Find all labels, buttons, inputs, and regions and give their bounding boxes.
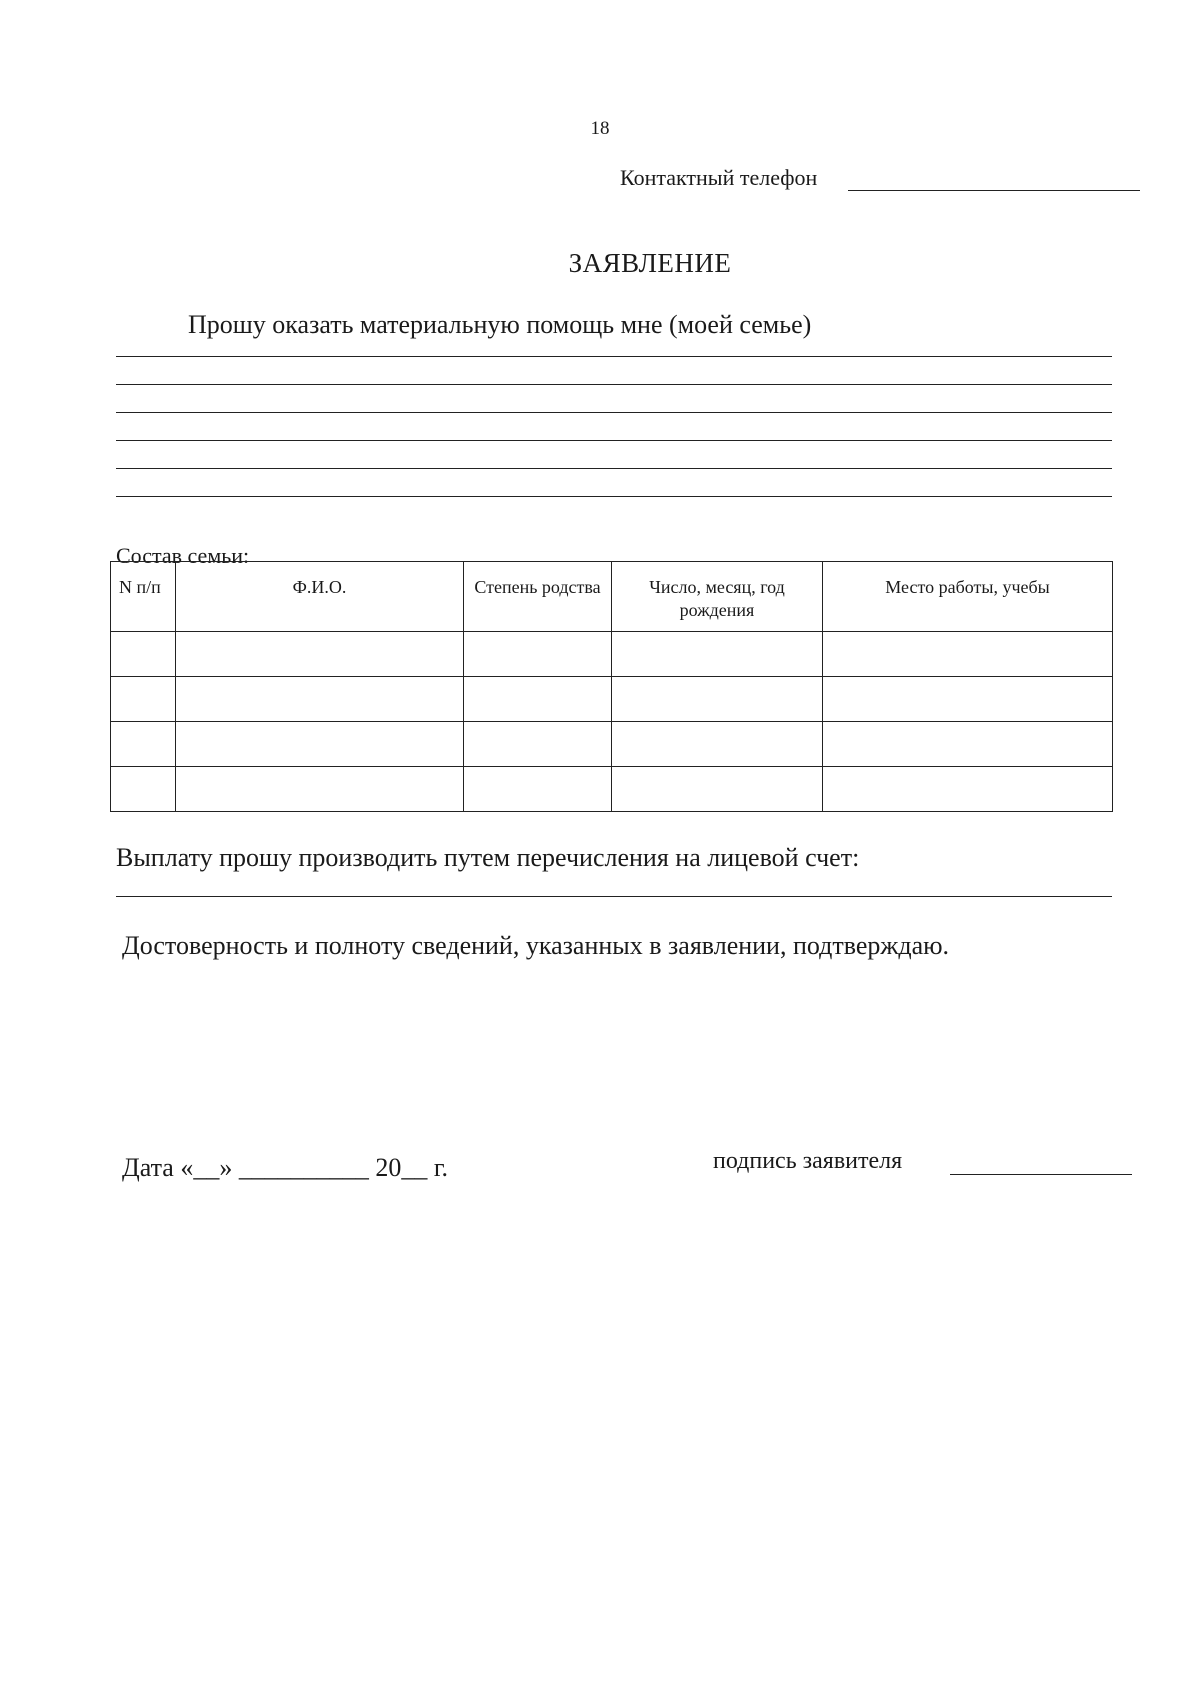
page-number: 18 — [590, 118, 610, 139]
table-cell[interactable] — [111, 722, 176, 767]
table-cell[interactable] — [823, 767, 1113, 812]
table-cell[interactable] — [111, 632, 176, 677]
table-cell[interactable] — [823, 632, 1113, 677]
contact-phone-label: Контактный телефон — [620, 165, 818, 190]
payment-instruction: Выплату прошу производить путем перечисления на лицевой счет: — [116, 843, 860, 872]
table-cell[interactable] — [464, 632, 612, 677]
table-cell[interactable] — [612, 677, 823, 722]
column-header-full-name: Ф.И.О. — [176, 562, 464, 632]
request-line[interactable] — [116, 468, 1112, 469]
family-composition-label: Состав семьи: — [116, 543, 250, 568]
table-cell[interactable] — [464, 722, 612, 767]
column-header-birth-date: Число, месяц, год рождения — [612, 562, 823, 632]
table-row — [111, 767, 1113, 812]
table-row — [111, 632, 1113, 677]
table-row — [111, 722, 1113, 767]
request-line[interactable] — [116, 496, 1112, 497]
family-composition-table — [110, 561, 1113, 812]
table-cell[interactable] — [612, 722, 823, 767]
table-cell[interactable] — [176, 677, 464, 722]
table-cell[interactable] — [176, 767, 464, 812]
request-line[interactable] — [116, 356, 1112, 357]
table-cell[interactable] — [612, 632, 823, 677]
request-line[interactable] — [116, 440, 1112, 441]
column-header-number: N п/п — [111, 562, 176, 632]
request-line[interactable] — [116, 384, 1112, 385]
table-cell[interactable] — [111, 767, 176, 812]
table-cell[interactable] — [176, 632, 464, 677]
table-cell[interactable] — [111, 677, 176, 722]
table-cell[interactable] — [464, 677, 612, 722]
account-number-field[interactable] — [116, 896, 1112, 897]
document-title: ЗАЯВЛЕНИЕ — [568, 248, 732, 278]
table-cell[interactable] — [823, 722, 1113, 767]
contact-phone-field[interactable] — [848, 190, 1140, 191]
table-cell[interactable] — [176, 722, 464, 767]
table-cell[interactable] — [464, 767, 612, 812]
table-cell[interactable] — [823, 677, 1113, 722]
column-header-relationship: Степень родства — [464, 562, 612, 632]
table-cell[interactable] — [612, 767, 823, 812]
request-line[interactable] — [116, 412, 1112, 413]
signature-label: подпись заявителя — [713, 1148, 903, 1174]
request-text: Прошу оказать материальную помощь мне (моей семье) — [188, 310, 812, 339]
column-header-workplace: Место работы, учебы — [823, 562, 1113, 632]
signature-field[interactable] — [950, 1174, 1132, 1175]
table-row — [111, 677, 1113, 722]
date-field[interactable]: Дата «__» __________ 20__ г. — [122, 1153, 449, 1182]
table-header-row — [111, 562, 1113, 632]
confirmation-statement: Достоверность и полноту сведений, указанных в заявлении, подтверждаю. — [122, 931, 950, 960]
